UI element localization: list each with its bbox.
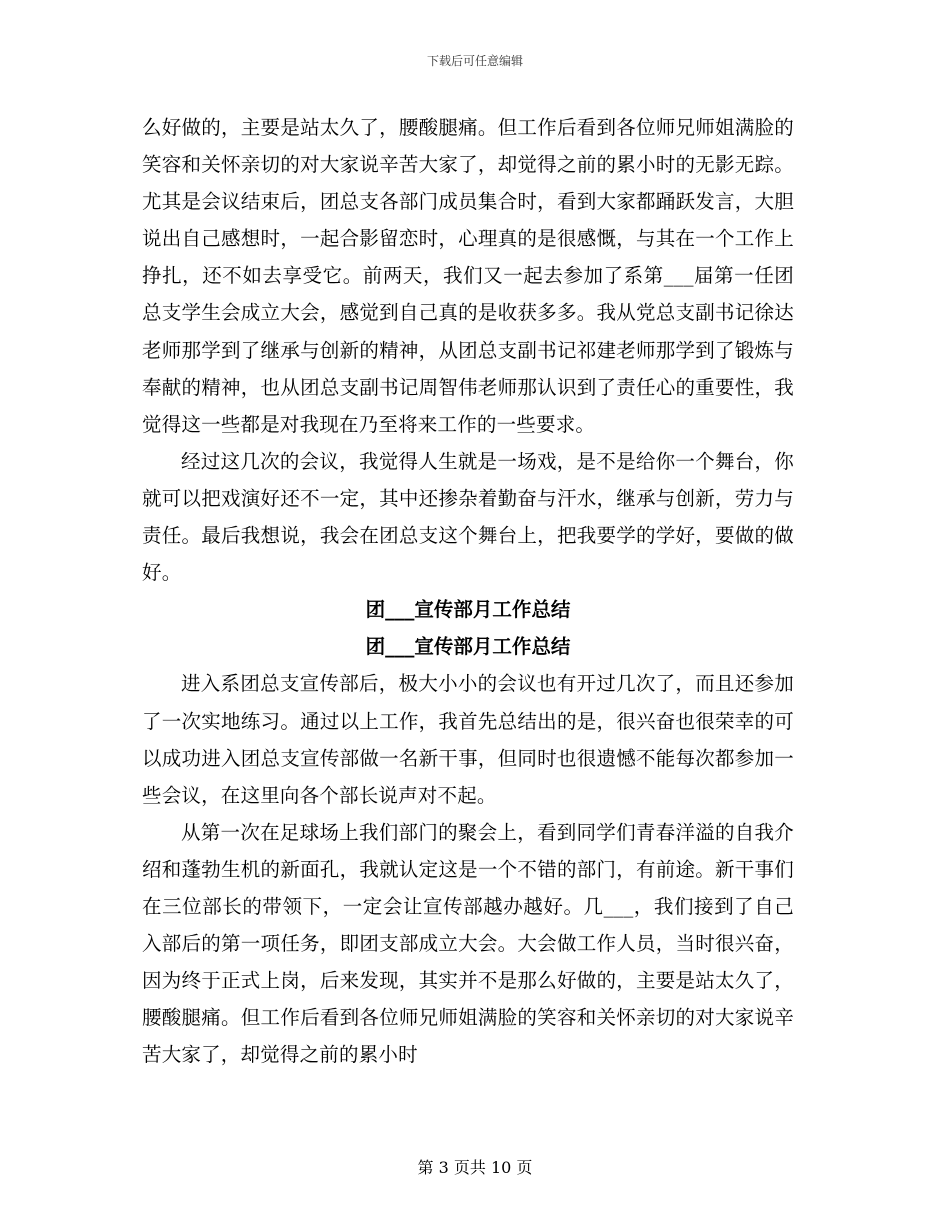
page-header: 下载后可任意编辑	[426, 54, 523, 68]
section-title-repeat: 团___宣传部月工作总结	[365, 635, 571, 659]
body-paragraph: 从第一次在足球场上我们部门的聚会上，看到同学们青春洋溢的自我介绍和蓬勃生机的新面孔，我就认定这是一个不错的部门，有前途。新干事们在三位部长的带领下，一定会让宣传部越办越好。几___，我们接到了自己入部后的第一项任务，即团支部成立大会。大会做工作人员，当时很兴奋，因为终于正式上岗，后来发现，其实并不是那么好做的，主要是站太久了，腰酸腿痛。但工作后看到各位师兄师姐满脸的笑容和关怀亲切的对大家说辛苦大家了，却觉得之前的累小时	[142, 820, 794, 1067]
page-number-footer: 第 3 页共 10 页	[417, 1158, 533, 1177]
body-paragraph: 进入系团总支宣传部后，极大小小的会议也有开过几次了，而且还参加了一次实地练习。通过以上工作，我首先总结出的是，很兴奋也很荣幸的可以成功进入团总支宣传部做一名新干事，但同时也很遗憾不能每次都参加一些会议，在这里向各个部长说声对不起。	[142, 672, 794, 807]
section-title: 团___宣传部月工作总结	[365, 598, 571, 622]
body-paragraph: 经过这几次的会议，我觉得人生就是一场戏，是不是给你一个舞台，你就可以把戏演好还不一定，其中还掺杂着勤奋与汗水，继承与创新，劳力与责任。最后我想说，我会在团总支这个舞台上，把我要学的学好，要做的做好。	[142, 449, 794, 585]
document-body	[142, 109, 794, 1073]
body-paragraph-continued: 么好做的，主要是站太久了，腰酸腿痛。但工作后看到各位师兄师姐满脸的笑容和关怀亲切的对大家说辛苦大家了，却觉得之前的累小时的无影无踪。尤其是会议结束后，团总支各部门成员集合时，看到大家都踊跃发言，大胆说出自己感想时，一起合影留恋时，心理真的是很感慨，与其在一个工作上挣扎，还不如去享受它。前两天，我们又一起去参加了系第___届第一任团总支学生会成立大会，感觉到自己真的是收获多多。我从党总支副书记徐达老师那学到了继承与创新的精神，从团总支副书记祁建老师那学到了锻炼与奉献的精神，也从团总支副书记周智伟老师那认识到了责任心的重要性，我觉得这一些都是对我现在乃至将来工作的一些要求。	[142, 116, 794, 436]
